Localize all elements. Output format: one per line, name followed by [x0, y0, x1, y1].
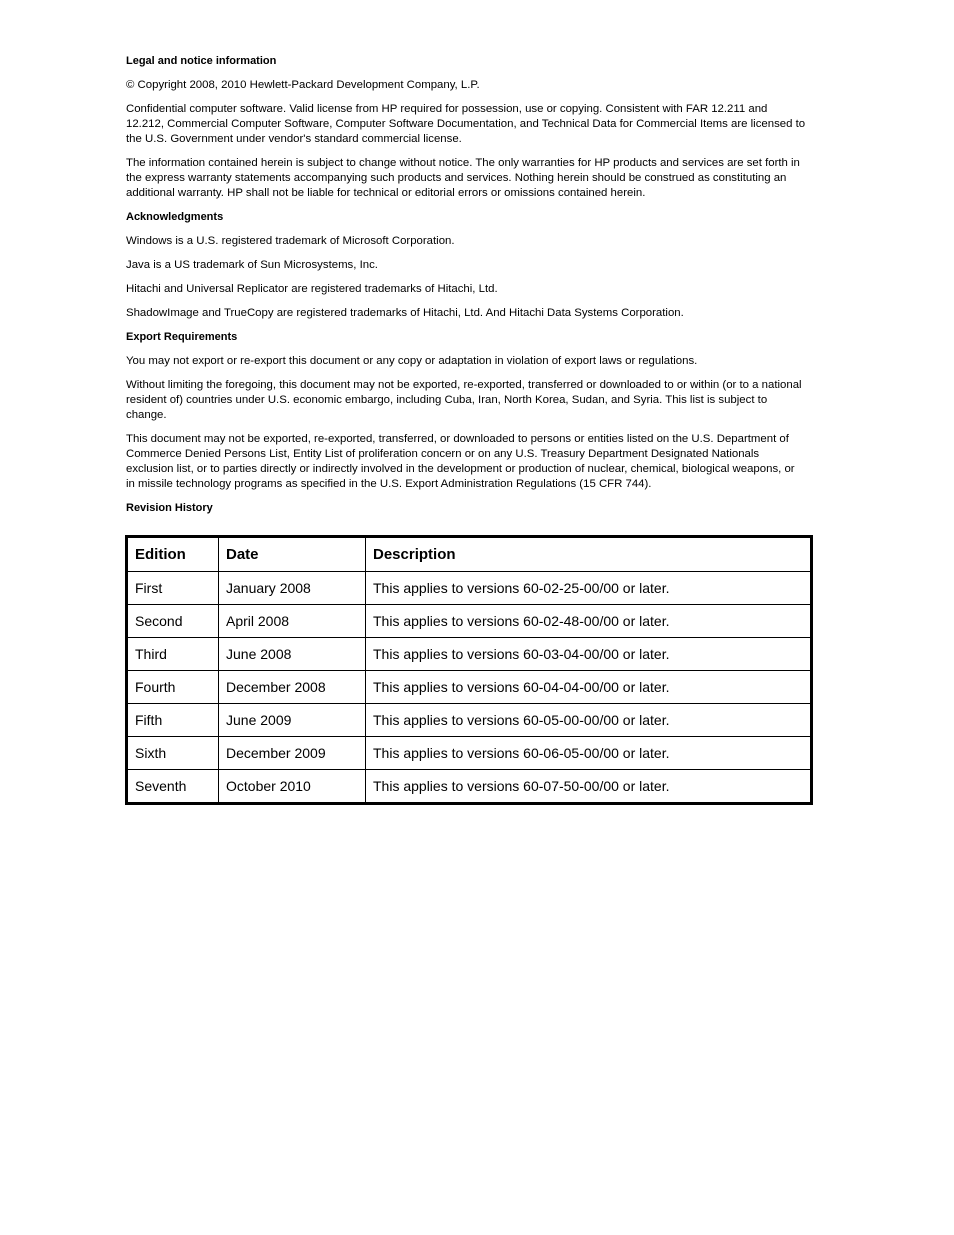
column-header-description: Description	[366, 537, 812, 572]
date-cell: January 2008	[219, 572, 366, 605]
document-page	[126, 54, 806, 525]
description-cell: This applies to versions 60-03-04-00/00 or later.	[366, 638, 812, 671]
edition-cell: Seventh	[127, 770, 219, 804]
edition-cell: Sixth	[127, 737, 219, 770]
table-row	[127, 737, 812, 770]
edition-cell: Fourth	[127, 671, 219, 704]
date-cell: October 2010	[219, 770, 366, 804]
edition-cell: Second	[127, 605, 219, 638]
ack-java: Java is a US trademark of Sun Microsystems, Inc.	[126, 259, 378, 271]
column-header-date: Date	[219, 537, 366, 572]
edition-cell: Third	[127, 638, 219, 671]
revision-heading: Revision History	[126, 502, 213, 514]
copyright-notice: © Copyright 2008, 2010 Hewlett-Packard Development Company, L.P.	[126, 79, 480, 91]
table-header-row	[127, 537, 812, 572]
table-row	[127, 770, 812, 804]
export-para-3: This document may not be exported, re-exported, transferred, or downloaded to persons or entities listed on the U.S. Department of Commerce Denied Persons List, Entity List of proliferation concern or on any U.S. Treasury Department Designated Nationals exclusion list, or to parties directly or indirectly involved in the development or production of nuclear, chemical, biological weapons, or in missile technology programs as specified in the U.S. Export Administration Regulations (15 CFR 744).	[126, 433, 795, 490]
description-cell: This applies to versions 60-05-00-00/00 or later.	[366, 704, 812, 737]
table-row	[127, 605, 812, 638]
confidential-notice: Confidential computer software. Valid license from HP required for possession, use or copying. Consistent with FAR 12.211 and 12.212, Commercial Computer Software, Computer Software Documentation, and Technical Data for Commercial Items are licensed to the U.S. Government under vendor's standard commercial license.	[126, 103, 806, 145]
edition-cell: Fifth	[127, 704, 219, 737]
description-cell: This applies to versions 60-06-05-00/00 or later.	[366, 737, 812, 770]
date-cell: April 2008	[219, 605, 366, 638]
export-para-1: You may not export or re-export this document or any copy or adaptation in violation of export laws or regulations.	[126, 355, 698, 367]
warranty-notice: The information contained herein is subject to change without notice. The only warranties for HP products and services are set forth in the express warranty statements accompanying such products and services. Nothing herein should be construed as constituting an additional warranty. HP shall not be liable for technical or editorial errors or omissions contained herein.	[126, 157, 800, 199]
date-cell: June 2009	[219, 704, 366, 737]
ack-hitachi: Hitachi and Universal Replicator are registered trademarks of Hitachi, Ltd.	[126, 283, 498, 295]
table-row	[127, 704, 812, 737]
legal-heading: Legal and notice information	[126, 55, 277, 67]
ack-windows: Windows is a U.S. registered trademark of Microsoft Corporation.	[126, 235, 455, 247]
column-header-edition: Edition	[127, 537, 219, 572]
date-cell: December 2009	[219, 737, 366, 770]
export-para-2: Without limiting the foregoing, this document may not be exported, re-exported, transferred or downloaded to or within (or to a national resident of) countries under U.S. economic embargo, including Cuba, Iran, North Korea, Sudan, and Syria. This list is subject to change.	[126, 379, 802, 421]
acknowledgments-heading: Acknowledgments	[126, 211, 224, 223]
description-cell: This applies to versions 60-04-04-00/00 or later.	[366, 671, 812, 704]
export-heading: Export Requirements	[126, 331, 238, 343]
revision-history-table	[125, 535, 813, 805]
ack-shadowimage: ShadowImage and TrueCopy are registered trademarks of Hitachi, Ltd. And Hitachi Data Systems Corporation.	[126, 307, 684, 319]
date-cell: June 2008	[219, 638, 366, 671]
table-row	[127, 671, 812, 704]
table-row	[127, 572, 812, 605]
description-cell: This applies to versions 60-02-25-00/00 or later.	[366, 572, 812, 605]
edition-cell: First	[127, 572, 219, 605]
table-row	[127, 638, 812, 671]
description-cell: This applies to versions 60-07-50-00/00 or later.	[366, 770, 812, 804]
date-cell: December 2008	[219, 671, 366, 704]
description-cell: This applies to versions 60-02-48-00/00 or later.	[366, 605, 812, 638]
